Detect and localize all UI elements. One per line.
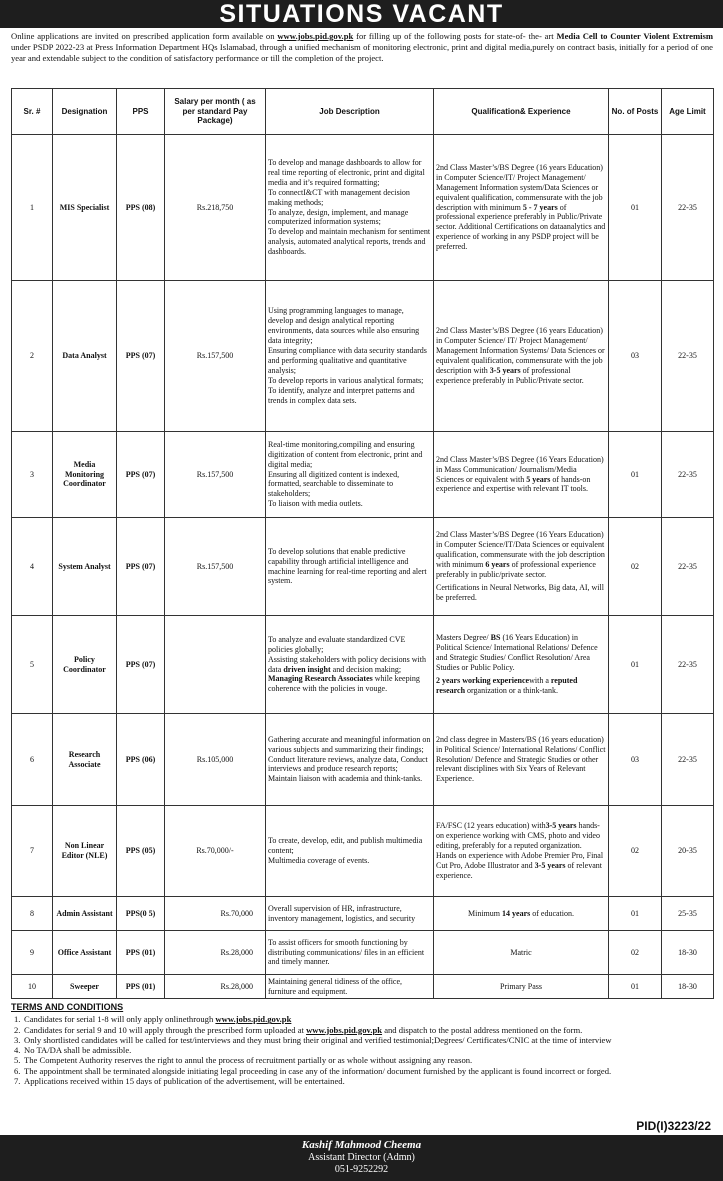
qualification: Primary Pass [434,975,609,999]
table-row: 6 Research Associate PPS (06) Rs.105,000 Gathering accurate and meaningful information on various subjects and summarizing their findings; Conduct literature reviews, analyze data, Conduct interviews and produce research reports; Maintain liaison with academia and think-tanks. 2nd class degree in Masters/BS (16 years education) in Political Science/ International Relations/ Conflict Resolution/ Defence and Strategic Studies or other relevant disciplines with Six Years of Relevant Experience. 03 22-35 [12,714,714,806]
table-row: 2 Data Analyst PPS (07) Rs.157,500 Using programming languages to manage, develop and design analytical reporting environments, data sources while also ensuring data integrity; Ensuring compliance with data security standards and performing qualitative and quantitative analysis; To develop reports in various analytical formats; To identify, analyze and interpret patterns and trends in complex data sets. 2nd Class Master’s/BS Degree (16 years Education) in Computer Science/ IT/ Project Management/ Management Information Systems/ Data Sciences or equivalent qualification, commensurate with the job description with 3-5 years of professional experience preferably in Public/Private sector. 03 22-35 [12,281,714,432]
list-item: 1. Candidates for serial 1-8 will only apply onlinethrough www.jobs.pid.gov.pk [14,1014,292,1025]
header-pps: PPS [117,89,165,135]
table-row: 4 System Analyst PPS (07) Rs.157,500 To develop solutions that enable predictive capability through artificial intelligence and machine learning for real-time reporting and alert system. 2nd Class Master’s/BS Degree (16 Years Education) in Computer Science/IT/Data Sciences or equivalent qualification, commensurate with the job description with minimum 6 years of professional experience preferably in public/private sector. Certifications in Neural Networks, Big data, AI, will be preferred. 02 22-35 [12,518,714,616]
jobs-portal-link[interactable]: www.jobs.pid.gov.pk [306,1024,383,1035]
header-sr: Sr. # [12,89,53,135]
table-row: 8 Admin Assistant PPS(0 5) Rs.70,000 Overall supervision of HR, infrastructure, inventory management, logistics, and security Minimum 14 years of education. 01 25-35 [12,897,714,931]
job-description: To develop and manage dashboards to allow for real time reporting of electronic, print and digital media and it’s required formatting; To connectI&CT with management decision making methods; To analyze, design, implement, and manage computerized information systems; To develop and maintain mechanism for sentiment analysis, automated analytical reports, trends and dashboards. [266,135,434,281]
pid-reference: PID(I)3223/22 [636,1119,711,1133]
qualification: 2nd class degree in Masters/BS (16 years education) in Political Science/ International Relations/ Conflict Resolution/ Defence and Strategic Studies or other relevant disciplines with Six Years of Relevant Experience. [434,714,609,806]
header-job-description: Job Description [266,89,434,135]
table-row: 5 Policy Coordinator PPS (07) To analyze and evaluate standardized CVE policies globally; Assisting stakeholders with policy decisions with data driven insight and decision making; Managing Research Associates while keeping coherence with the policies in vouge. Masters Degree/ BS (16 Years Education) in Political Science/ International Relations/ Defence and Strategic Studies/ Conflict Resolution/ Area Studies or Public Policy. 2 years working experiencewith a reputed research organization or a think-tank. 01 22-35 [12,616,714,714]
list-item: 2. Candidates for serial 9 and 10 will apply through the prescribed form uploaded at www.jobs.pid.gov.pk and dispatch to the postal address mentioned on the form. [14,1024,583,1035]
list-item: 7. Applications received within 15 days of publication of the advertisement, will be entertained. [14,1076,345,1087]
qualification: 2nd Class Master’s/BS Degree (16 Years Education) in Computer Science/IT/Data Sciences or equivalent qualification, commensurate with the job description with minimum 6 years of professional experience preferably in public/private sector. Certifications in Neural Networks, Big data, AI, will be preferred. [434,518,609,616]
qualification: Masters Degree/ BS (16 Years Education) in Political Science/ International Relations/ Defence and Strategic Studies/ Conflict Resolution/ Area Studies or Public Policy. 2 years working experiencewith a reputed research organization or a think-tank. [434,616,609,714]
qualification: 2nd Class Master’s/BS Degree (16 years Education) in Computer Science/ IT/ Project Management/ Management Information Systems/ Data Sciences or equivalent qualification, commensurate with the job description with 3-5 years of professional experience preferably in Public/Private sector. [434,281,609,432]
job-description: To create, develop, edit, and publish multimedia content; Multimedia coverage of events. [266,806,434,897]
header-designation: Designation [53,89,117,135]
contact-phone: 051-9252292 [334,1164,389,1175]
table-row: 7 Non Linear Editor (NLE) PPS (05) Rs.70,000/- To create, develop, edit, and publish multimedia content; Multimedia coverage of events. FA/FSC (12 years education) with3-5 years hands-on experience working with CMS, photo and video editing, preferably for a reputed organization. Hands on experience with Adobe Premier Pro, Final Cut Pro, Adobe Illustrator and 3-5 years of relevant experience. 02 20-35 [12,806,714,897]
officer-name: Kashif Mahmood Cheema [301,1139,422,1151]
qualification: 2nd Class Master’s/BS Degree (16 Years Education) in Mass Communication/ Journalism/Media Sciences or equivalent with 5 years of hands-on experience and expertise with relevant IT tools. [434,432,609,518]
job-description: To assist officers for smooth functioning by distributing communications/ files in an efficient and timely manner. [266,931,434,975]
job-description: To analyze and evaluate standardized CVE policies globally; Assisting stakeholders with policy decisions with data driven insight and decision making; Managing Research Associates while keeping coherence with the policies in vouge. [266,616,434,714]
list-item: 5. The Competent Authority reserves the right to annul the process of recruitment partially or as whole without assigning any reason. [14,1055,473,1066]
header-qualification: Qualification& Experience [434,89,609,135]
terms-and-conditions [11,1002,713,1086]
page-title: SITUATIONS VACANT [0,0,723,28]
table-header-row [12,89,714,135]
job-description: Maintaining general tidiness of the office, furniture and equipment. [266,975,434,999]
qualification: FA/FSC (12 years education) with3-5 years hands-on experience working with CMS, photo and video editing, preferably for a reputed organization. Hands on experience with Adobe Premier Pro, Final Cut Pro, Adobe Illustrator and 3-5 years of relevant experience. [434,806,609,897]
table-row: 10 Sweeper PPS (01) Rs.28,000 Maintaining general tidiness of the office, furniture and equipment. Primary Pass 01 18-30 [12,975,714,999]
qualification: Matric [434,931,609,975]
list-item: 3. Only shortlisted candidates will be called for test/interviews and they must bring their original and verified testimonial;Degrees/ Certificates/CNIC at the time of interview [14,1034,612,1045]
qualification: 2nd Class Master’s/BS Degree (16 years Education) in Computer Science/IT/ Project Management/ Management Information system/Data Sciences or equivalent qualification, commensurate with the job description with minimum 5 - 7 years of professional experience preferably in Public/Private sector. Additional Certifications on dataanalytics and experience of working in any PSDP project will be preferred. [434,135,609,281]
signature-footer [0,1135,723,1181]
job-description: To develop solutions that enable predictive capability through artificial intelligence and machine learning for real-time reporting and alert system. [266,518,434,616]
list-item: 6. The appointment shall be terminated alongside initiating legal proceeding in case any of the information/ document furnished by the applicant is found incorrect or forged. [14,1065,612,1076]
list-item: 4. No TA/DA shall be admissible. [14,1045,132,1056]
table-row: 3 Media Monitoring Coordinator PPS (07) Rs.157,500 Real-time monitoring,compiling and ensuring digitization of content from electronic, print and digital media; Ensuring all digitized content is indexed, formatted, searchable to disseminate to stakeholders; To liaison with media outlets. 2nd Class Master’s/BS Degree (16 Years Education) in Mass Communication/ Journalism/Media Sciences or equivalent with 5 years of hands-on experience and expertise with relevant IT tools. 01 22-35 [12,432,714,518]
vacancies-table [11,88,714,999]
jobs-portal-link[interactable]: www.jobs.pid.gov.pk [215,1014,292,1025]
job-description: Gathering accurate and meaningful information on various subjects and summarizing their findings; Conduct literature reviews, analyze data, Conduct interviews and produce research reports; Maintain liaison with academia and think-tanks. [266,714,434,806]
jobs-portal-link[interactable]: www.jobs.pid.gov.pk [277,31,354,41]
job-description: Real-time monitoring,compiling and ensuring digitization of content from electronic, print and digital media; Ensuring all digitized content is indexed, formatted, searchable to disseminate to stakeholders; To liaison with media outlets. [266,432,434,518]
intro-paragraph: Online applications are invited on prescribed application form available on www.jobs.pid.gov.pk for filling up of the following posts for state-of- the- art Media Cell to Counter Violent Extremism under PSDP 2022-23 at Press Information Department HQs Islamabad, through a unified mechanism of monitoring electronic, print and digital media,purely on contract basis, initially for a period of one year and extendable subject to the condition of satisfactory performance or till the completion of the project. [11,31,713,63]
table-row: 1 MIS Specialist PPS (08) Rs.218,750 To develop and manage dashboards to allow for real time reporting of electronic, print and digital media and it’s required formatting; To connectI&CT with management decision making methods; To analyze, design, implement, and manage computerized information systems; To develop and maintain mechanism for sentiment analysis, automated analytical reports, trends and dashboards. 2nd Class Master’s/BS Degree (16 years Education) in Computer Science/IT/ Project Management/ Management Information system/Data Sciences or equivalent qualification, commensurate with the job description with minimum 5 - 7 years of professional experience preferably in Public/Private sector. Additional Certifications on dataanalytics and experience of working in any PSDP project will be preferred. 01 22-35 [12,135,714,281]
header-posts: No. of Posts [609,89,662,135]
officer-designation: Assistant Director (Admn) [308,1151,415,1163]
header-salary: Salary per month ( as per standard Pay Package) [165,89,266,135]
job-description: Overall supervision of HR, infrastructure, inventory management, logistics, and security [266,897,434,931]
terms-title: TERMS AND CONDITIONS [11,1002,124,1012]
table-row: 9 Office Assistant PPS (01) Rs.28,000 To assist officers for smooth functioning by distributing communications/ files in an efficient and timely manner. Matric 02 18-30 [12,931,714,975]
qualification: Minimum 14 years of education. [434,897,609,931]
job-description: Using programming languages to manage, develop and design analytical reporting environments, data sources while also ensuring data integrity; Ensuring compliance with data security standards and performing qualitative and quantitative analysis; To develop reports in various analytical formats; To identify, analyze and interpret patterns and trends in complex data sets. [266,281,434,432]
header-age-limit: Age Limit [662,89,714,135]
